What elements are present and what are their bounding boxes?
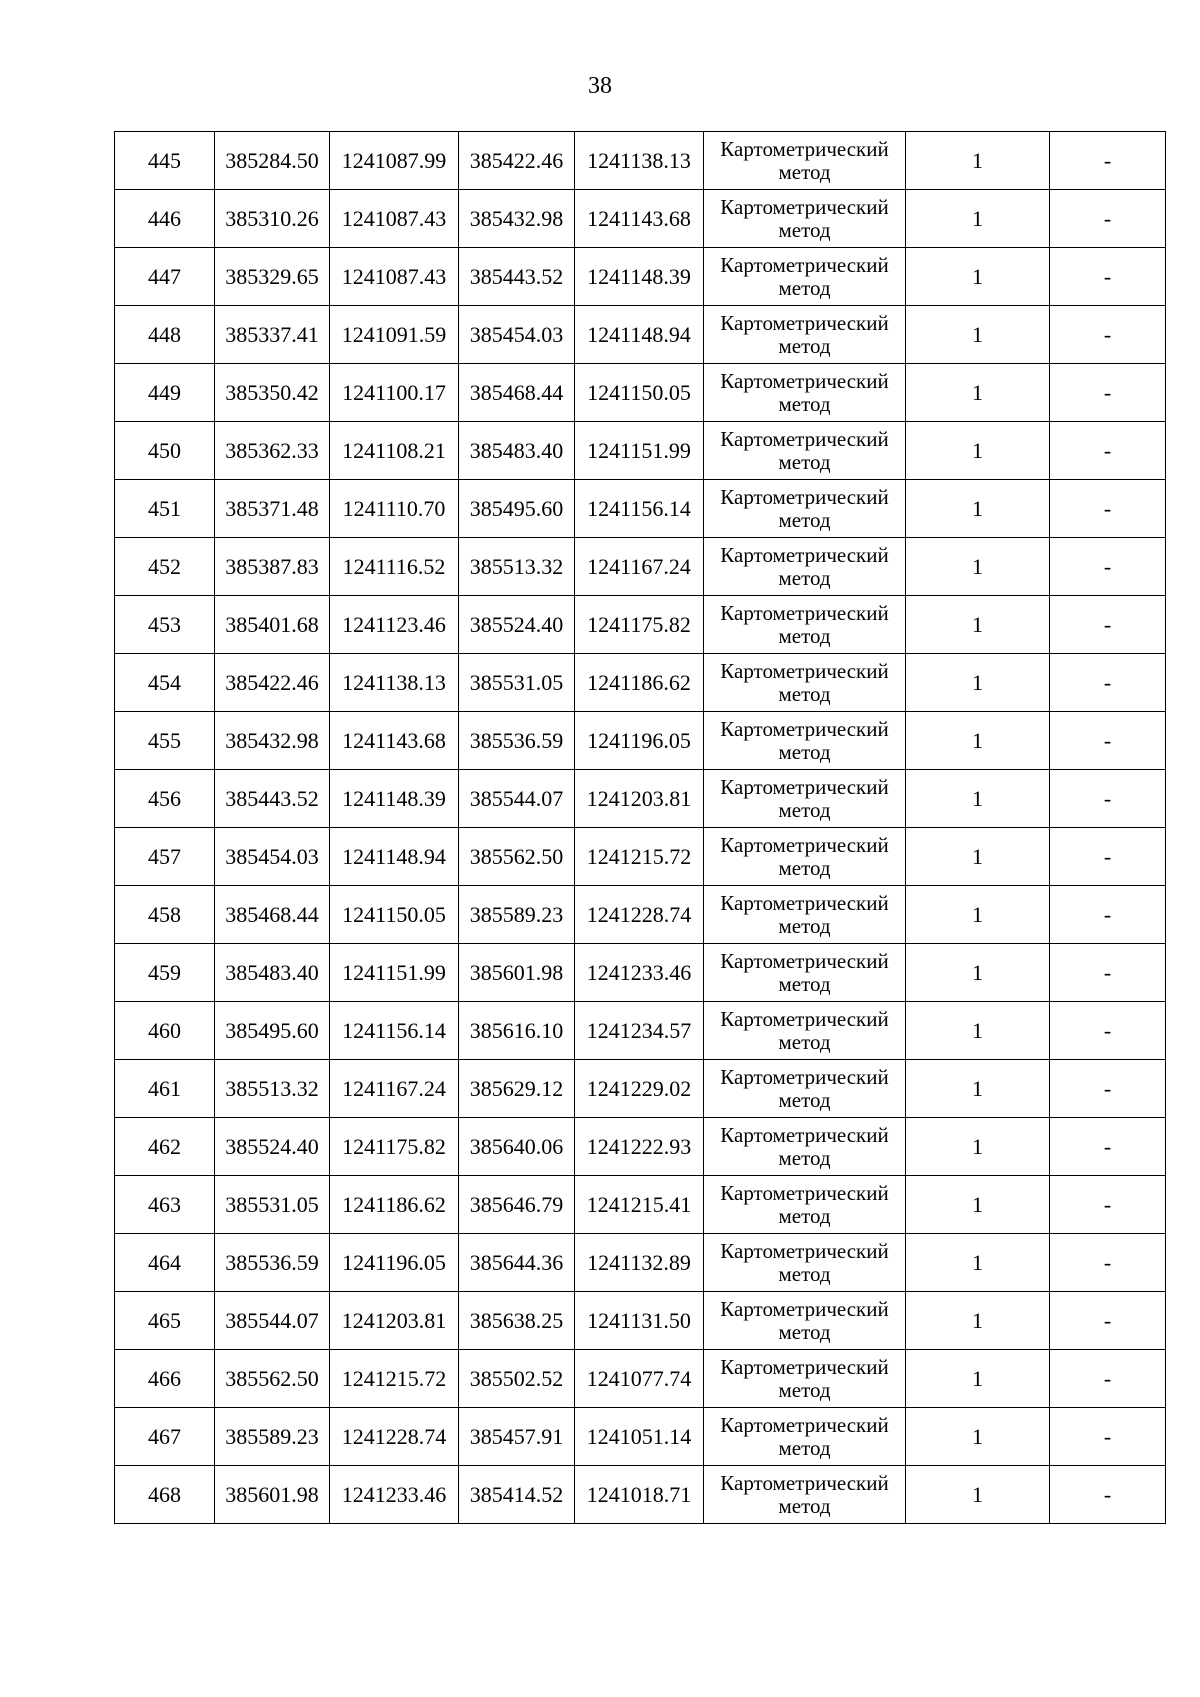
cell-end-x: 385432.98 (459, 190, 575, 248)
cell-note: - (1050, 364, 1166, 422)
cell-start-x: 385401.68 (215, 596, 330, 654)
cell-accuracy: 1 (906, 944, 1050, 1002)
cell-note: - (1050, 1118, 1166, 1176)
cell-point-number: 466 (115, 1350, 215, 1408)
cell-start-y: 1241167.24 (330, 1060, 459, 1118)
cell-point-number: 450 (115, 422, 215, 480)
cell-start-x: 385432.98 (215, 712, 330, 770)
cell-note: - (1050, 190, 1166, 248)
cell-start-y: 1241100.17 (330, 364, 459, 422)
method-line-2: метод (778, 1493, 831, 1518)
cell-accuracy: 1 (906, 1292, 1050, 1350)
cell-end-x: 385536.59 (459, 712, 575, 770)
table-row (115, 1002, 1166, 1060)
method-line-1: Картометрический (720, 252, 889, 277)
table-body (115, 132, 1166, 1524)
cell-method (704, 1292, 906, 1350)
cell-accuracy: 1 (906, 190, 1050, 248)
cell-note: - (1050, 770, 1166, 828)
cell-method (704, 132, 906, 190)
cell-start-x: 385589.23 (215, 1408, 330, 1466)
cell-end-y: 1241233.46 (575, 944, 704, 1002)
cell-start-x: 385362.33 (215, 422, 330, 480)
method-line-1: Картометрический (720, 1064, 889, 1089)
cell-accuracy: 1 (906, 306, 1050, 364)
cell-point-number: 463 (115, 1176, 215, 1234)
cell-start-x: 385536.59 (215, 1234, 330, 1292)
cell-accuracy: 1 (906, 770, 1050, 828)
cell-point-number: 467 (115, 1408, 215, 1466)
cell-end-y: 1241175.82 (575, 596, 704, 654)
cell-point-number: 464 (115, 1234, 215, 1292)
cell-start-x: 385371.48 (215, 480, 330, 538)
cell-method (704, 596, 906, 654)
cell-method (704, 712, 906, 770)
cell-note: - (1050, 944, 1166, 1002)
cell-method (704, 1408, 906, 1466)
cell-point-number: 446 (115, 190, 215, 248)
method-line-2: метод (778, 681, 831, 706)
table-row (115, 132, 1166, 190)
table-row (115, 1060, 1166, 1118)
cell-start-y: 1241175.82 (330, 1118, 459, 1176)
method-line-2: метод (778, 855, 831, 880)
cell-start-x: 385310.26 (215, 190, 330, 248)
cell-method (704, 248, 906, 306)
cell-start-y: 1241203.81 (330, 1292, 459, 1350)
cell-end-x: 385646.79 (459, 1176, 575, 1234)
cell-end-x: 385640.06 (459, 1118, 575, 1176)
method-line-1: Картометрический (720, 716, 889, 741)
cell-end-x: 385531.05 (459, 654, 575, 712)
cell-accuracy: 1 (906, 1118, 1050, 1176)
method-line-2: метод (778, 449, 831, 474)
table-row (115, 1350, 1166, 1408)
cell-accuracy: 1 (906, 1060, 1050, 1118)
cell-method (704, 1002, 906, 1060)
method-line-2: метод (778, 217, 831, 242)
method-line-1: Картометрический (720, 1122, 889, 1147)
method-line-2: метод (778, 1435, 831, 1460)
cell-point-number: 460 (115, 1002, 215, 1060)
table-row (115, 1292, 1166, 1350)
cell-accuracy: 1 (906, 1408, 1050, 1466)
cell-point-number: 458 (115, 886, 215, 944)
cell-note: - (1050, 248, 1166, 306)
table-row (115, 480, 1166, 538)
cell-start-y: 1241151.99 (330, 944, 459, 1002)
cell-point-number: 456 (115, 770, 215, 828)
cell-method (704, 770, 906, 828)
cell-start-x: 385329.65 (215, 248, 330, 306)
cell-method (704, 1118, 906, 1176)
cell-end-y: 1241077.74 (575, 1350, 704, 1408)
method-line-2: метод (778, 913, 831, 938)
method-line-1: Картометрический (720, 1412, 889, 1437)
cell-start-x: 385350.42 (215, 364, 330, 422)
cell-note: - (1050, 886, 1166, 944)
method-line-1: Картометрический (720, 1238, 889, 1263)
method-line-2: метод (778, 159, 831, 184)
cell-end-y: 1241150.05 (575, 364, 704, 422)
cell-start-y: 1241148.39 (330, 770, 459, 828)
method-line-2: метод (778, 739, 831, 764)
cell-end-y: 1241143.68 (575, 190, 704, 248)
cell-start-y: 1241087.43 (330, 248, 459, 306)
cell-accuracy: 1 (906, 596, 1050, 654)
table-row (115, 596, 1166, 654)
cell-start-y: 1241228.74 (330, 1408, 459, 1466)
cell-end-x: 385443.52 (459, 248, 575, 306)
table-row (115, 538, 1166, 596)
cell-start-y: 1241215.72 (330, 1350, 459, 1408)
method-line-1: Картометрический (720, 774, 889, 799)
cell-point-number: 448 (115, 306, 215, 364)
cell-start-y: 1241186.62 (330, 1176, 459, 1234)
cell-end-y: 1241167.24 (575, 538, 704, 596)
table-row (115, 1118, 1166, 1176)
cell-start-y: 1241108.21 (330, 422, 459, 480)
cell-start-y: 1241143.68 (330, 712, 459, 770)
method-line-1: Картометрический (720, 1354, 889, 1379)
cell-end-x: 385414.52 (459, 1466, 575, 1524)
cell-start-y: 1241196.05 (330, 1234, 459, 1292)
cell-start-x: 385562.50 (215, 1350, 330, 1408)
method-line-1: Картометрический (720, 1470, 889, 1495)
table-row (115, 712, 1166, 770)
cell-note: - (1050, 1466, 1166, 1524)
cell-end-x: 385513.32 (459, 538, 575, 596)
cell-point-number: 452 (115, 538, 215, 596)
cell-method (704, 1466, 906, 1524)
method-line-2: метод (778, 333, 831, 358)
cell-point-number: 445 (115, 132, 215, 190)
cell-start-x: 385483.40 (215, 944, 330, 1002)
cell-note: - (1050, 538, 1166, 596)
cell-end-x: 385454.03 (459, 306, 575, 364)
table-row (115, 770, 1166, 828)
table-row (115, 364, 1166, 422)
cell-method (704, 422, 906, 480)
cell-end-y: 1241215.72 (575, 828, 704, 886)
cell-end-x: 385544.07 (459, 770, 575, 828)
coordinates-table (114, 131, 1166, 1524)
table-row (115, 1234, 1166, 1292)
cell-start-y: 1241087.99 (330, 132, 459, 190)
cell-point-number: 454 (115, 654, 215, 712)
cell-accuracy: 1 (906, 538, 1050, 596)
method-line-2: метод (778, 1261, 831, 1286)
method-line-2: метод (778, 623, 831, 648)
cell-accuracy: 1 (906, 1002, 1050, 1060)
cell-end-y: 1241234.57 (575, 1002, 704, 1060)
cell-point-number: 459 (115, 944, 215, 1002)
table-row (115, 190, 1166, 248)
table-row (115, 886, 1166, 944)
cell-end-x: 385457.91 (459, 1408, 575, 1466)
cell-point-number: 455 (115, 712, 215, 770)
cell-point-number: 462 (115, 1118, 215, 1176)
cell-start-x: 385422.46 (215, 654, 330, 712)
table-row (115, 422, 1166, 480)
cell-accuracy: 1 (906, 828, 1050, 886)
table-row (115, 306, 1166, 364)
table-row (115, 1408, 1166, 1466)
cell-note: - (1050, 1060, 1166, 1118)
cell-method (704, 1060, 906, 1118)
cell-start-y: 1241233.46 (330, 1466, 459, 1524)
cell-start-x: 385443.52 (215, 770, 330, 828)
method-line-2: метод (778, 1319, 831, 1344)
cell-end-x: 385616.10 (459, 1002, 575, 1060)
cell-point-number: 457 (115, 828, 215, 886)
table-row (115, 828, 1166, 886)
cell-end-x: 385629.12 (459, 1060, 575, 1118)
method-line-2: метод (778, 971, 831, 996)
cell-start-x: 385284.50 (215, 132, 330, 190)
cell-accuracy: 1 (906, 480, 1050, 538)
cell-end-x: 385638.25 (459, 1292, 575, 1350)
cell-point-number: 451 (115, 480, 215, 538)
cell-start-y: 1241087.43 (330, 190, 459, 248)
cell-note: - (1050, 480, 1166, 538)
method-line-2: метод (778, 1377, 831, 1402)
cell-end-y: 1241018.71 (575, 1466, 704, 1524)
method-line-2: метод (778, 507, 831, 532)
method-line-2: метод (778, 391, 831, 416)
cell-accuracy: 1 (906, 1350, 1050, 1408)
cell-end-y: 1241156.14 (575, 480, 704, 538)
cell-end-y: 1241228.74 (575, 886, 704, 944)
method-line-1: Картометрический (720, 1296, 889, 1321)
cell-accuracy: 1 (906, 364, 1050, 422)
method-line-1: Картометрический (720, 1006, 889, 1031)
cell-note: - (1050, 712, 1166, 770)
cell-end-x: 385468.44 (459, 364, 575, 422)
cell-note: - (1050, 132, 1166, 190)
cell-end-x: 385601.98 (459, 944, 575, 1002)
cell-end-x: 385562.50 (459, 828, 575, 886)
table-row (115, 1176, 1166, 1234)
cell-accuracy: 1 (906, 422, 1050, 480)
cell-method (704, 654, 906, 712)
cell-end-x: 385524.40 (459, 596, 575, 654)
cell-start-x: 385337.41 (215, 306, 330, 364)
method-line-1: Картометрический (720, 310, 889, 335)
cell-method (704, 1234, 906, 1292)
method-line-2: метод (778, 1087, 831, 1112)
cell-method (704, 886, 906, 944)
page-number: 38 (588, 73, 612, 99)
cell-end-y: 1241138.13 (575, 132, 704, 190)
table-row (115, 248, 1166, 306)
cell-accuracy: 1 (906, 1176, 1050, 1234)
cell-start-x: 385544.07 (215, 1292, 330, 1350)
table-row (115, 1466, 1166, 1524)
cell-end-y: 1241203.81 (575, 770, 704, 828)
cell-end-x: 385422.46 (459, 132, 575, 190)
cell-note: - (1050, 422, 1166, 480)
cell-accuracy: 1 (906, 248, 1050, 306)
cell-method (704, 364, 906, 422)
cell-start-x: 385531.05 (215, 1176, 330, 1234)
cell-end-x: 385495.60 (459, 480, 575, 538)
cell-accuracy: 1 (906, 886, 1050, 944)
method-line-1: Картометрический (720, 194, 889, 219)
cell-start-y: 1241150.05 (330, 886, 459, 944)
cell-end-y: 1241196.05 (575, 712, 704, 770)
method-line-2: метод (778, 797, 831, 822)
cell-start-y: 1241123.46 (330, 596, 459, 654)
cell-point-number: 468 (115, 1466, 215, 1524)
cell-point-number: 447 (115, 248, 215, 306)
cell-note: - (1050, 1350, 1166, 1408)
cell-method (704, 828, 906, 886)
cell-end-y: 1241229.02 (575, 1060, 704, 1118)
cell-point-number: 461 (115, 1060, 215, 1118)
cell-end-y: 1241215.41 (575, 1176, 704, 1234)
cell-note: - (1050, 654, 1166, 712)
cell-end-x: 385502.52 (459, 1350, 575, 1408)
cell-end-y: 1241222.93 (575, 1118, 704, 1176)
cell-note: - (1050, 1408, 1166, 1466)
method-line-1: Картометрический (720, 948, 889, 973)
cell-method (704, 1350, 906, 1408)
cell-accuracy: 1 (906, 654, 1050, 712)
method-line-1: Картометрический (720, 832, 889, 857)
cell-accuracy: 1 (906, 132, 1050, 190)
method-line-1: Картометрический (720, 658, 889, 683)
cell-accuracy: 1 (906, 712, 1050, 770)
cell-point-number: 449 (115, 364, 215, 422)
cell-start-x: 385468.44 (215, 886, 330, 944)
cell-start-x: 385495.60 (215, 1002, 330, 1060)
method-line-2: метод (778, 565, 831, 590)
cell-method (704, 306, 906, 364)
cell-method (704, 538, 906, 596)
cell-end-y: 1241132.89 (575, 1234, 704, 1292)
method-line-2: метод (778, 275, 831, 300)
method-line-2: метод (778, 1029, 831, 1054)
cell-note: - (1050, 1234, 1166, 1292)
table-row (115, 654, 1166, 712)
cell-end-x: 385483.40 (459, 422, 575, 480)
cell-start-x: 385524.40 (215, 1118, 330, 1176)
cell-accuracy: 1 (906, 1234, 1050, 1292)
method-line-1: Картометрический (720, 136, 889, 161)
cell-method (704, 190, 906, 248)
cell-start-y: 1241148.94 (330, 828, 459, 886)
cell-end-y: 1241148.39 (575, 248, 704, 306)
cell-method (704, 944, 906, 1002)
method-line-2: метод (778, 1203, 831, 1228)
cell-method (704, 1176, 906, 1234)
cell-end-y: 1241051.14 (575, 1408, 704, 1466)
method-line-1: Картометрический (720, 368, 889, 393)
table-row (115, 944, 1166, 1002)
cell-start-y: 1241091.59 (330, 306, 459, 364)
cell-note: - (1050, 1292, 1166, 1350)
cell-start-y: 1241110.70 (330, 480, 459, 538)
cell-note: - (1050, 1002, 1166, 1060)
cell-note: - (1050, 828, 1166, 886)
cell-start-x: 385513.32 (215, 1060, 330, 1118)
cell-start-y: 1241116.52 (330, 538, 459, 596)
method-line-1: Картометрический (720, 426, 889, 451)
method-line-1: Картометрический (720, 484, 889, 509)
cell-end-y: 1241151.99 (575, 422, 704, 480)
method-line-1: Картометрический (720, 1180, 889, 1205)
cell-note: - (1050, 306, 1166, 364)
cell-end-y: 1241131.50 (575, 1292, 704, 1350)
cell-start-x: 385387.83 (215, 538, 330, 596)
cell-note: - (1050, 1176, 1166, 1234)
cell-start-y: 1241156.14 (330, 1002, 459, 1060)
cell-start-y: 1241138.13 (330, 654, 459, 712)
cell-point-number: 453 (115, 596, 215, 654)
method-line-1: Картометрический (720, 890, 889, 915)
cell-end-x: 385589.23 (459, 886, 575, 944)
method-line-1: Картометрический (720, 600, 889, 625)
method-line-1: Картометрический (720, 542, 889, 567)
cell-accuracy: 1 (906, 1466, 1050, 1524)
cell-point-number: 465 (115, 1292, 215, 1350)
cell-start-x: 385601.98 (215, 1466, 330, 1524)
cell-start-x: 385454.03 (215, 828, 330, 886)
cell-method (704, 480, 906, 538)
cell-end-y: 1241148.94 (575, 306, 704, 364)
cell-note: - (1050, 596, 1166, 654)
cell-end-x: 385644.36 (459, 1234, 575, 1292)
method-line-2: метод (778, 1145, 831, 1170)
cell-end-y: 1241186.62 (575, 654, 704, 712)
